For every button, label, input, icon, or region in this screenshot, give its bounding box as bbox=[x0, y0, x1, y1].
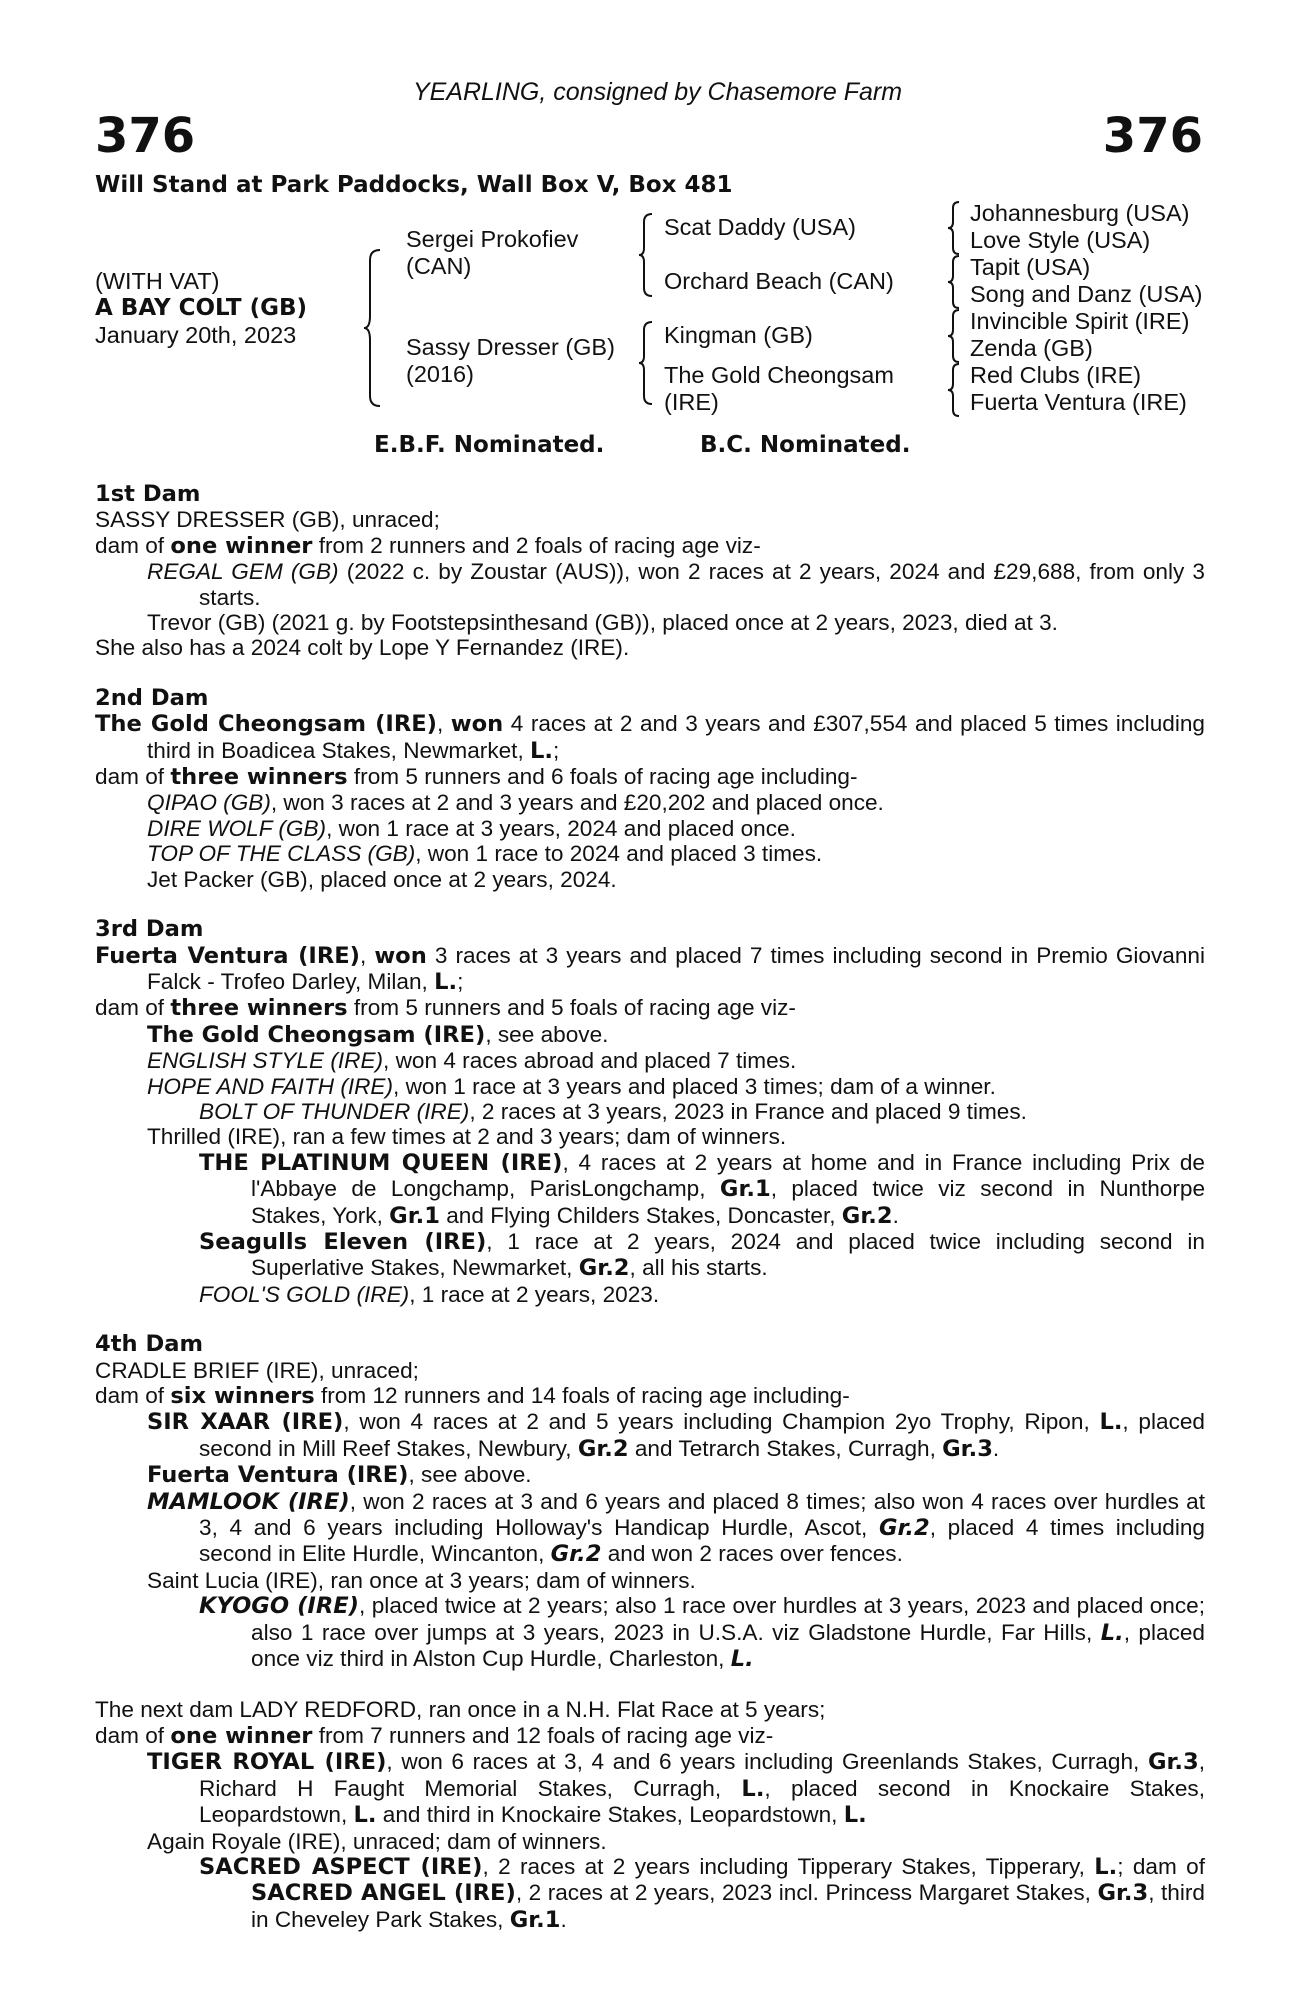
dam-year: (2016) bbox=[406, 361, 474, 387]
lot-number-left: 376 bbox=[95, 108, 196, 164]
produce-entry: QIPAO (GB), won 3 races at 2 and 3 years and £20,202 and placed once. bbox=[147, 790, 884, 816]
produce-entry: BOLT OF THUNDER (IRE), 2 races at 3 years, 2023 in France and placed 9 times. bbox=[199, 1098, 1027, 1124]
produce-summary: dam of three winners from 5 runners and 6 foals of racing age including- bbox=[95, 764, 858, 791]
produce-entry: SIR XAAR (IRE), won 4 races at 2 and 5 years including Champion 2yo Trophy, Ripon, L., placed second in Mill Reef Stakes, Newbury, Gr.2 and Tetrarch Stakes, Curragh, Gr.3. bbox=[147, 1409, 1205, 1462]
brace-gen4-2 bbox=[946, 254, 962, 310]
brace-gen4-3 bbox=[946, 308, 962, 364]
produce-entry: Thrilled (IRE), ran a few times at 2 and 3 years; dam of winners. bbox=[147, 1124, 787, 1150]
section-heading: 1st Dam bbox=[95, 481, 201, 507]
produce-entry: TOP OF THE CLASS (GB), won 1 race to 2024 and placed 3 times. bbox=[147, 841, 823, 867]
produce-entry: Again Royale (IRE), unraced; dam of winners. bbox=[147, 1828, 607, 1854]
section-heading: 4th Dam bbox=[95, 1331, 204, 1358]
brace-gen4-4 bbox=[946, 362, 962, 418]
third-dam-section bbox=[95, 917, 1205, 1307]
sire-name: Sergei Prokofiev bbox=[406, 226, 579, 252]
produce-summary: dam of three winners from 5 runners and 5 foals of racing age viz- bbox=[95, 995, 796, 1022]
dam-line: The next dam LADY REDFORD, ran once in a N.H. Flat Race at 5 years; bbox=[95, 1697, 826, 1723]
produce-entry: THE PLATINUM QUEEN (IRE), 4 races at 2 years at home and in France including Prix de l'Abbaye de Longchamp, ParisLongchamp, Gr.1, placed twice viz second in Nunthorpe Stakes, York, Gr.1 and Flying Childers Stakes, Doncaster, Gr.2. bbox=[199, 1149, 1206, 1229]
catalogue-body bbox=[95, 482, 1205, 1933]
produce-entry: KYOGO (IRE), placed twice at 2 years; also 1 race over hurdles at 3 years, 2023 and placed once; also 1 race over jumps at 3 years, 2023 in U.S.A. viz Gladstone Hurdle, Far Hills, L., placed once viz third in Alston Cup Hurdle, Charleston, L. bbox=[199, 1593, 1206, 1673]
produce-entry: REGAL GEM (GB) (2022 c. by Zoustar (AUS)), won 2 races at 2 years, 2024 and £29,688, from only 3 starts. bbox=[147, 559, 1205, 610]
sire-sire: Scat Daddy (USA) bbox=[664, 214, 856, 240]
fourth-dam-section bbox=[95, 1332, 1205, 1672]
produce-entry: Trevor (GB) (2021 g. by Footstepsinthesand (GB)), placed once at 2 years, 2023, died at 3. bbox=[147, 610, 1058, 636]
stand-location: Will Stand at Park Paddocks, Wall Box V, Box 481 bbox=[95, 172, 733, 198]
lot-number-right: 376 bbox=[1102, 108, 1203, 164]
gen4-ancestor: Invincible Spirit (IRE) bbox=[970, 308, 1190, 334]
first-dam-section bbox=[95, 482, 1205, 661]
produce-entry: SACRED ASPECT (IRE), 2 races at 2 years including Tipperary Stakes, Tipperary, L.; dam of SACRED ANGEL (IRE), 2 races at 2 years, 2023 incl. Princess Margaret Stakes, Gr.3, third in Cheveley Park Stakes, Gr.1. bbox=[199, 1853, 1205, 1933]
dam-name: Sassy Dresser (GB) bbox=[406, 334, 615, 360]
dam-line: Fuerta Ventura (IRE), won 3 races at 3 years and placed 7 times including second in Premio Giovanni Falck - Trofeo Darley, Milan, L.; bbox=[95, 942, 1205, 995]
dam-dam-country: (IRE) bbox=[664, 389, 719, 415]
brace-gen4-1 bbox=[946, 200, 962, 256]
produce-entry: Fuerta Ventura (IRE), see above. bbox=[147, 1462, 532, 1489]
gen4-ancestor: Zenda (GB) bbox=[970, 335, 1093, 361]
produce-entry: HOPE AND FAITH (IRE), won 1 race at 3 years and placed 3 times; dam of a winner. bbox=[147, 1073, 996, 1099]
brace-dam-parents bbox=[637, 320, 655, 406]
produce-entry: DIRE WOLF (GB), won 1 race at 3 years, 2024 and placed once. bbox=[147, 815, 796, 841]
section-heading: 3rd Dam bbox=[95, 916, 204, 943]
produce-summary: dam of one winner from 2 runners and 2 foals of racing age viz- bbox=[95, 532, 761, 559]
brace-parents bbox=[362, 248, 384, 408]
second-dam-section bbox=[95, 686, 1205, 892]
gen4-ancestor: Love Style (USA) bbox=[970, 227, 1151, 253]
brace-sire-parents bbox=[637, 212, 655, 298]
next-dam-section bbox=[95, 1697, 1205, 1933]
gen4-ancestor: Red Clubs (IRE) bbox=[970, 362, 1142, 388]
sire-country: (CAN) bbox=[406, 253, 472, 279]
gen4-ancestor: Fuerta Ventura (IRE) bbox=[970, 389, 1187, 415]
consignment-line: YEARLING, consigned by Chasemore Farm bbox=[412, 78, 903, 106]
bc-nomination: B.C. Nominated. bbox=[700, 432, 911, 458]
sire-dam: Orchard Beach (CAN) bbox=[664, 268, 894, 294]
gen4-ancestor: Song and Danz (USA) bbox=[970, 281, 1203, 307]
produce-entry: Saint Lucia (IRE), ran once at 3 years; dam of winners. bbox=[147, 1567, 696, 1593]
produce-entry: FOOL'S GOLD (IRE), 1 race at 2 years, 2023. bbox=[199, 1281, 660, 1307]
produce-summary: dam of six winners from 12 runners and 14 foals of racing age including- bbox=[95, 1383, 850, 1409]
ebf-nomination: E.B.F. Nominated. bbox=[374, 432, 605, 458]
produce-entry: MAMLOOK (IRE), won 2 races at 3 and 6 years and placed 8 times; also won 4 races over hurdles at 3, 4 and 6 years including Holloway's Handicap Hurdle, Ascot, Gr.2, placed 4 times including second in Elite Hurdle, Wincanton, Gr.2 and won 2 races over fences. bbox=[147, 1488, 1205, 1568]
dam-line: CRADLE BRIEF (IRE), unraced; bbox=[95, 1357, 419, 1383]
section-heading: 2nd Dam bbox=[95, 684, 209, 711]
produce-entry: Jet Packer (GB), placed once at 2 years, 2024. bbox=[147, 866, 617, 892]
produce-entry: TIGER ROYAL (IRE), won 6 races at 3, 4 and 6 years including Greenlands Stakes, Curragh, Gr.3, Richard H Faught Memorial Stakes, Curragh, L., placed second in Knockaire Stakes, Leopardstown, L. and third in Knockaire Stakes, Leopardstown, L. bbox=[147, 1749, 1205, 1829]
additional-note: She also has a 2024 colt by Lope Y Fernandez (IRE). bbox=[95, 635, 630, 661]
dam-sire: Kingman (GB) bbox=[664, 322, 813, 348]
vat-note: (WITH VAT) bbox=[95, 268, 220, 294]
gen4-ancestor: Johannesburg (USA) bbox=[970, 200, 1190, 226]
produce-entry: ENGLISH STYLE (IRE), won 4 races abroad and placed 7 times. bbox=[147, 1048, 797, 1074]
dam-line: SASSY DRESSER (GB), unraced; bbox=[95, 507, 440, 533]
foaling-date: January 20th, 2023 bbox=[95, 322, 297, 348]
horse-name: A BAY COLT (GB) bbox=[95, 295, 308, 321]
produce-entry: Seagulls Eleven (IRE), 1 race at 2 years, 2024 and placed twice including second in Superlative Stakes, Newmarket, Gr.2, all his starts. bbox=[199, 1228, 1205, 1282]
dam-dam-name: The Gold Cheongsam bbox=[664, 362, 894, 388]
produce-summary: dam of one winner from 7 runners and 12 foals of racing age viz- bbox=[95, 1722, 774, 1749]
produce-entry: The Gold Cheongsam (IRE), see above. bbox=[147, 1021, 609, 1048]
dam-line: The Gold Cheongsam (IRE), won 4 races at 2 and 3 years and £307,554 and placed 5 times including third in Boadicea Stakes, Newmarket, L.; bbox=[95, 711, 1205, 764]
gen4-ancestor: Tapit (USA) bbox=[970, 254, 1091, 280]
